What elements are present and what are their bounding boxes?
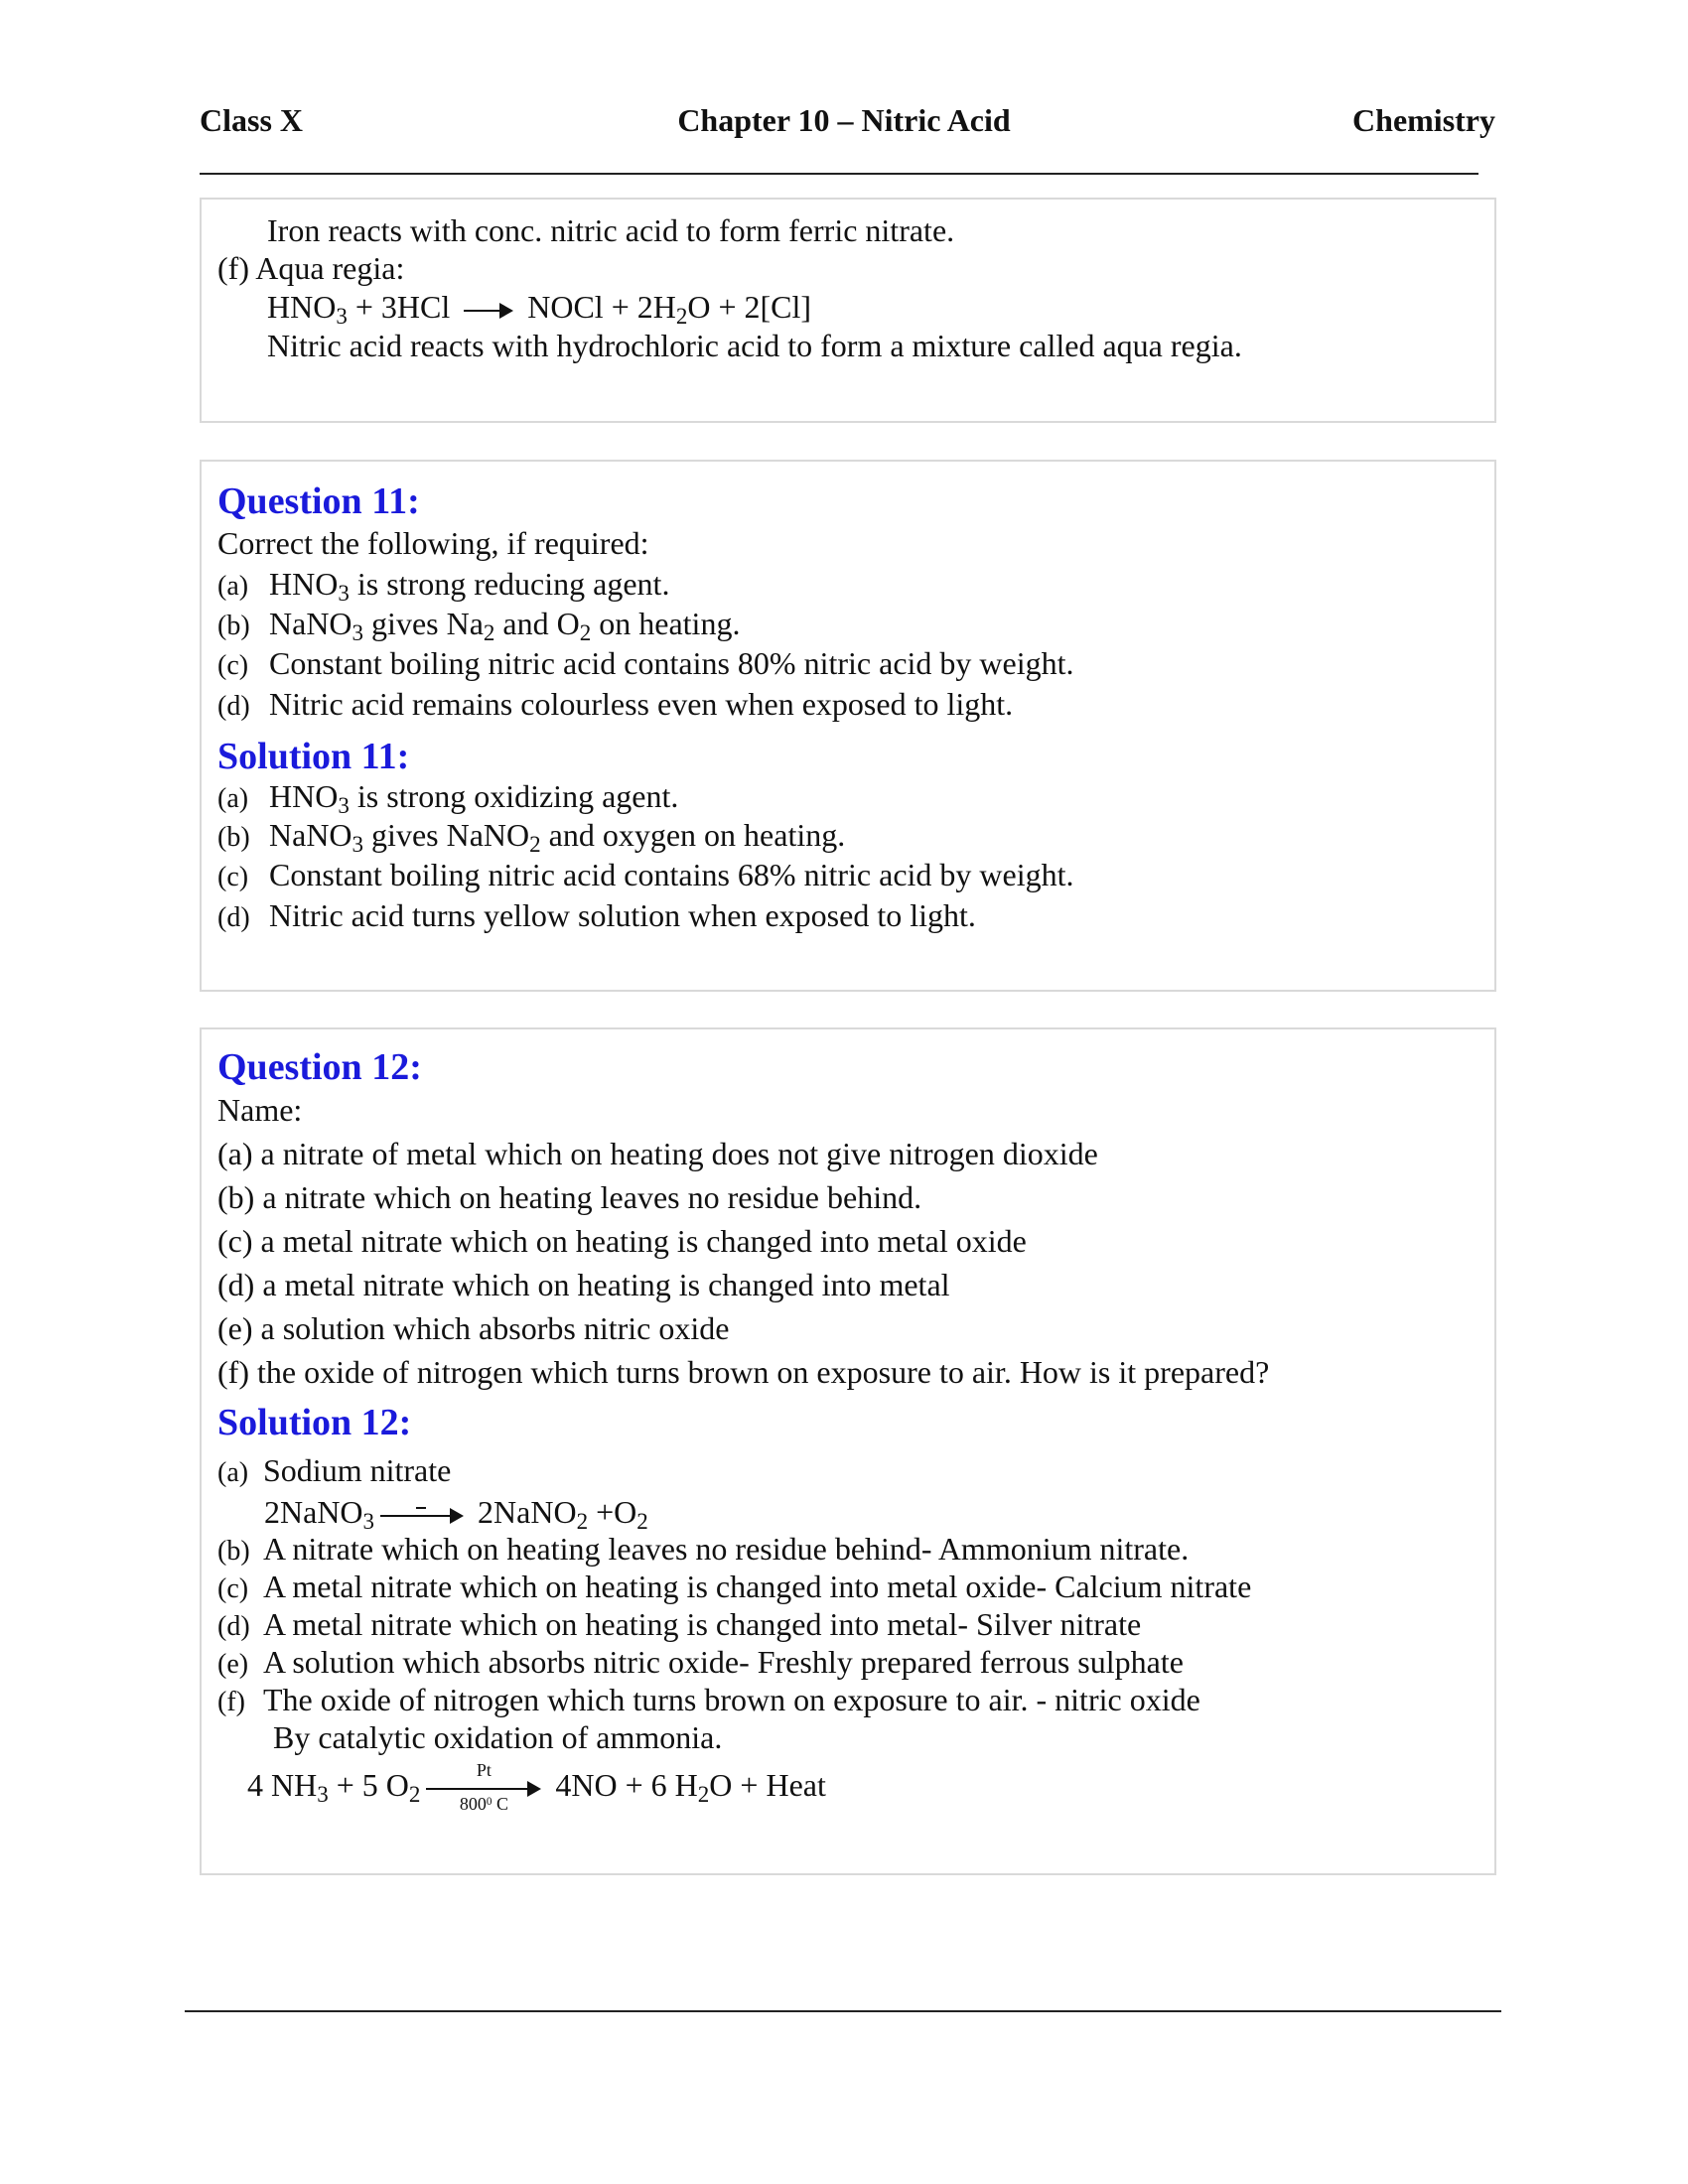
aqua-regia-text: Nitric acid reacts with hydrochloric acid to form a mixture called aqua regia.: [267, 328, 1242, 363]
solution-12-item-b: (b) A nitrate which on heating leaves no residue behind- Ammonium nitrate.: [217, 1531, 1190, 1567]
question-12-item-b: (b) a nitrate which on heating leaves no residue behind.: [217, 1179, 922, 1215]
catalyst-arrow: [426, 1759, 541, 1814]
iron-reaction-text: Iron reacts with conc. nitric acid to form ferric nitrate.: [267, 212, 955, 248]
question-11-item-b: (b) NaNO$_3$ gives $Na_2$ and $O_2$ on heating.: [217, 606, 741, 645]
question-12-intro: Name:: [217, 1092, 303, 1128]
solution-11-item-b: (b) NaNO$_3$ gives NaNO$_2$ and oxygen on heating.: [217, 817, 846, 857]
solution-12-method: By catalytic oxidation of ammonia.: [273, 1719, 723, 1755]
question-11-item-a: (a) $HNO_3$ is strong reducing agent.: [217, 566, 670, 606]
question-11-title: Question 11:: [217, 480, 420, 522]
header-class: Class X: [200, 102, 304, 138]
solution-12-title: Solution 12:: [217, 1402, 412, 1443]
solution-12-item-a: (a) Sodium nitrate: [217, 1452, 452, 1488]
solution-12-item-e: (e) A solution which absorbs nitric oxide- Freshly prepared ferrous sulphate: [217, 1644, 1184, 1680]
solution-12-item-c: (c) A metal nitrate which on heating is changed into metal oxide- Calcium nitrate: [217, 1569, 1252, 1604]
solution-12-item-f: (f) The oxide of nitrogen which turns brown on exposure to air. - nitric oxide: [217, 1682, 1200, 1717]
temperature-label: $800^0$ C: [459, 1793, 508, 1814]
question-11-intro: Correct the following, if required:: [217, 525, 649, 561]
solution-11-item-d: (d) Nitric acid turns yellow solution when exposed to light.: [217, 897, 976, 933]
aqua-regia-equation: $HNO_3 + 3HCl$ NOCl + $2H_2O + 2[Cl]$: [267, 289, 812, 329]
question-12-box: [200, 1027, 1496, 1875]
header-subject: Chemistry: [1352, 102, 1495, 138]
question-11-box: [200, 460, 1496, 992]
question-12-item-f: (f) the oxide of nitrogen which turns brown on exposure to air. How is it prepared?: [217, 1354, 1270, 1390]
heat-arrow: [380, 1506, 464, 1526]
reaction-arrow: [464, 301, 513, 321]
solution-11-title: Solution 11:: [217, 736, 410, 777]
question-11-item-c: (c) Constant boiling nitric acid contains 80% nitric acid by weight.: [217, 645, 1074, 681]
catalyst-label: Pt: [476, 1759, 492, 1780]
ammonia-oxidation-equation: 4 $NH_3 + 5$ $O_2$ $\frac{Pt}{800^0 C}$ 4NO + 6 $H_2O$ + Heat: [247, 1759, 826, 1814]
aqua-regia-label: (f) Aqua regia:: [217, 250, 405, 286]
question-11-item-d: (d) Nitric acid remains colourless even when exposed to light.: [217, 686, 1014, 722]
solution-11-item-a: (a) $HNO_3$ is strong oxidizing agent.: [217, 778, 679, 818]
footer-divider: [185, 2010, 1501, 2012]
header-chapter-title: Chapter 10 – Nitric Acid: [677, 102, 1011, 138]
solution-11-item-c: (c) Constant boiling nitric acid contains 68% nitric acid by weight.: [217, 857, 1074, 892]
question-12-item-c: (c) a metal nitrate which on heating is changed into metal oxide: [217, 1223, 1027, 1259]
header-divider: [200, 173, 1478, 175]
question-12-item-e: (e) a solution which absorbs nitric oxide: [217, 1310, 730, 1346]
question-12-item-d: (d) a metal nitrate which on heating is changed into metal: [217, 1267, 950, 1302]
question-12-title: Question 12:: [217, 1046, 422, 1088]
question-12-item-a: (a) a nitrate of metal which on heating does not give nitrogen dioxide: [217, 1136, 1098, 1171]
solution-12-item-d: (d) A metal nitrate which on heating is changed into metal- Silver nitrate: [217, 1606, 1142, 1642]
sodium-nitrate-equation: 2NaNO$_3$ 2NaNO$_2$ $+O_2$: [264, 1494, 648, 1534]
continuation-box: [200, 198, 1496, 423]
